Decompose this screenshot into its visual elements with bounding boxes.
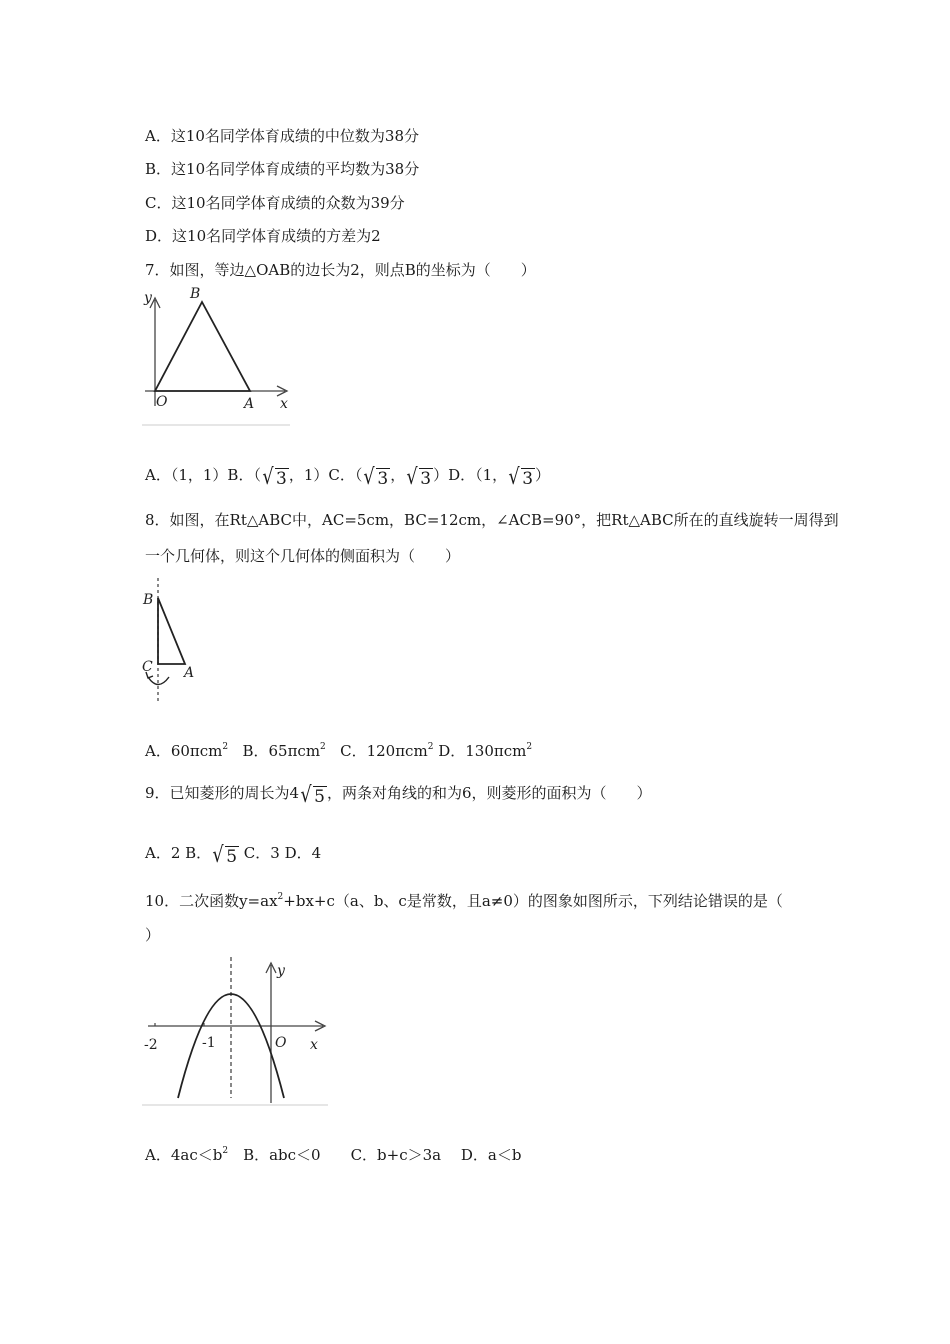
q10-options: A．$4ac<b^2$ B．abc＜0 C．b+c＞3a D．a＜b [145, 1146, 522, 1164]
q8-c-label: C [142, 659, 153, 675]
q7-options: A．（1，1）B．（ √ 3 ，1）C．（ √ 3 ， √ 3 ）D．（1， √ 3 ） [145, 465, 551, 490]
q10-x-label: x [310, 1037, 318, 1053]
q10-stem-line2: ） [145, 926, 161, 944]
sqrt-5-stem: √ 5 [300, 783, 325, 808]
q8-options: A．60πcm$^2$ B．65πcm$^2$ C．120πcm$^2$ D．130πcm$^2$ [145, 742, 533, 760]
q7-opt-d: ）D．（1， [433, 466, 508, 484]
q8-opt-b: B．65πcm [242, 742, 321, 760]
q7-opt-b-tail: ，1）C．（ [288, 466, 363, 484]
q6-option-d: D．这10名同学体育成绩的方差为2 [145, 227, 381, 245]
q7-o-label: O [156, 394, 168, 410]
q10-stem-line1: 10．二次函数$y=ax^2+bx+c(a$、b、c是常数，且a≠0）的图象如图所示，下列结论错误的是（ [145, 892, 783, 910]
q8-stem-line1: 8．如图，在Rt△ABC中，AC=5cm，BC=12cm，∠ACB=90°，把Rt△ABC所在的直线旋转一周得到 [145, 511, 839, 529]
q10-y-label: y [277, 963, 285, 979]
q6-option-a: A．这10名同学体育成绩的中位数为38分 [145, 127, 420, 145]
q7-triangle-figure [140, 282, 300, 430]
q8-opt-d: D．130πcm [438, 742, 527, 760]
sqrt-3-c2: √ 3 [406, 465, 432, 490]
q8-stem-line2: 一个几何体，则这个几何体的侧面积为（ ） [145, 547, 461, 565]
q7-x-label: x [280, 396, 288, 412]
q10-tick-minus-2: -2 [144, 1037, 158, 1053]
q6-option-c: C．这10名同学体育成绩的众数为39分 [145, 194, 405, 212]
q8-opt-a: A．60πcm [145, 742, 223, 760]
sqrt-3-c1: √ 3 [363, 465, 389, 490]
sqrt-5-option: √ 5 [212, 843, 238, 868]
q7-a-label: A [244, 396, 255, 412]
q9-options: A．2 B． √ 5 C．3 D．4 [145, 843, 322, 868]
q6-option-b: B．这10名同学体育成绩的平均数为38分 [145, 160, 420, 178]
q7-stem: 7．如图，等边△OAB的边长为2，则点B的坐标为（ ） [145, 261, 536, 279]
q8-a-label: A [184, 665, 195, 681]
q10-opt-rest: B．abc＜0 C．b+c＞3a D．a＜b [228, 1146, 522, 1164]
q7-b-label: B [190, 286, 201, 302]
q9-stem: 9．已知菱形的周长为4 √ 5 ，两条对角线的和为6，则菱形的面积为（ ） [145, 783, 652, 808]
sqrt-3-d: √ 3 [508, 465, 534, 490]
q8-b-label: B [143, 592, 154, 608]
q10-o-label: O [275, 1035, 287, 1051]
q10-opt-a: A．4ac＜b [145, 1146, 223, 1164]
q7-y-label: y [144, 290, 152, 306]
q10-parabola-figure [140, 955, 335, 1110]
q7-opt-a: A．（1，1）B．（ [145, 466, 261, 484]
sqrt-3-b: √ 3 [262, 465, 287, 490]
q10-tick-minus-1: -1 [202, 1035, 216, 1051]
q8-opt-c: C．120πcm [340, 742, 428, 760]
q8-triangle-figure [138, 576, 208, 708]
